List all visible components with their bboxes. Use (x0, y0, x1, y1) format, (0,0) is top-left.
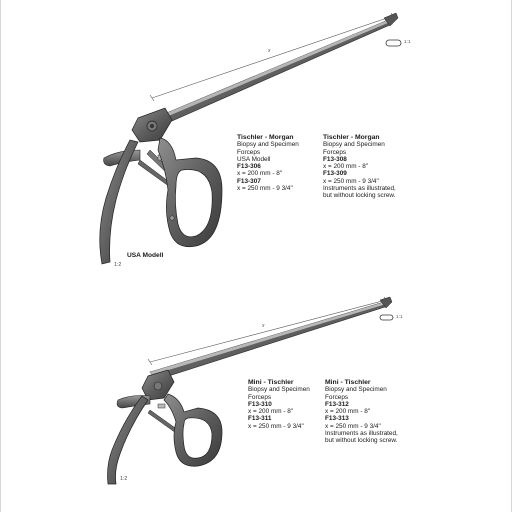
product-description: Biopsy and Specimen (325, 386, 387, 394)
product-size: x = 200 mm - 8" (237, 170, 283, 178)
tip-detail-icon (380, 315, 393, 320)
product-description: Forceps (323, 148, 347, 156)
product-code: F13-308 (323, 155, 347, 163)
product-note: but without locking screw. (323, 192, 396, 200)
product-description: Biopsy and Specimen (323, 141, 385, 149)
scale-label: 1:2 (120, 476, 128, 482)
tip-scale-label: 1:1 (396, 315, 403, 320)
dimension-letter: x (262, 323, 265, 329)
product-size: x = 250 mm - 9 3/4" (248, 422, 304, 430)
product-description: Biopsy and Specimen (248, 386, 310, 394)
product-size: x = 250 mm - 9 3/4" (237, 185, 293, 193)
product-code: F13-313 (325, 415, 349, 423)
product-description: Forceps (237, 148, 261, 156)
product-description: Forceps (325, 393, 349, 401)
dimension-line (150, 300, 386, 362)
product-title: Mini - Tischler (325, 379, 371, 386)
dimension-line (152, 16, 393, 98)
product-code: F13-309 (323, 170, 347, 178)
product-code: F13-312 (325, 400, 349, 408)
product-note: but without locking screw. (325, 437, 398, 445)
product-block-f13-310 (248, 379, 310, 430)
product-title: Mini - Tischler (248, 379, 294, 386)
product-size: x = 200 mm - 8" (248, 408, 294, 416)
product-size: x = 200 mm - 8" (325, 408, 371, 416)
product-description: Biopsy and Specimen (237, 141, 299, 149)
product-variant: USA Modell (237, 155, 271, 163)
product-code: F13-306 (237, 163, 261, 171)
product-description: Forceps (248, 393, 272, 401)
product-title: Tischler - Morgan (237, 134, 294, 141)
product-size: x = 200 mm - 8" (323, 163, 369, 171)
tip-scale-label: 1:1 (404, 40, 411, 45)
scale-label: 1:2 (114, 262, 122, 268)
fixed-handle (108, 396, 149, 484)
product-block-f13-306 (237, 134, 299, 192)
usa-modell-label: USA Modell (127, 252, 164, 259)
product-note: Instruments as illustrated, (323, 185, 396, 193)
product-block-f13-312 (325, 379, 398, 445)
product-block-f13-308 (323, 134, 396, 200)
dimension-letter: x (268, 48, 271, 54)
product-code: F13-307 (237, 177, 261, 185)
product-code: F13-311 (248, 415, 272, 423)
product-size: x = 250 mm - 9 3/4" (325, 422, 381, 430)
product-code: F13-310 (248, 400, 272, 408)
product-note: Instruments as illustrated, (325, 430, 398, 438)
tip-detail-icon (386, 40, 401, 46)
product-size: x = 250 mm - 9 3/4" (323, 177, 379, 185)
product-title: Tischler - Morgan (323, 134, 380, 141)
